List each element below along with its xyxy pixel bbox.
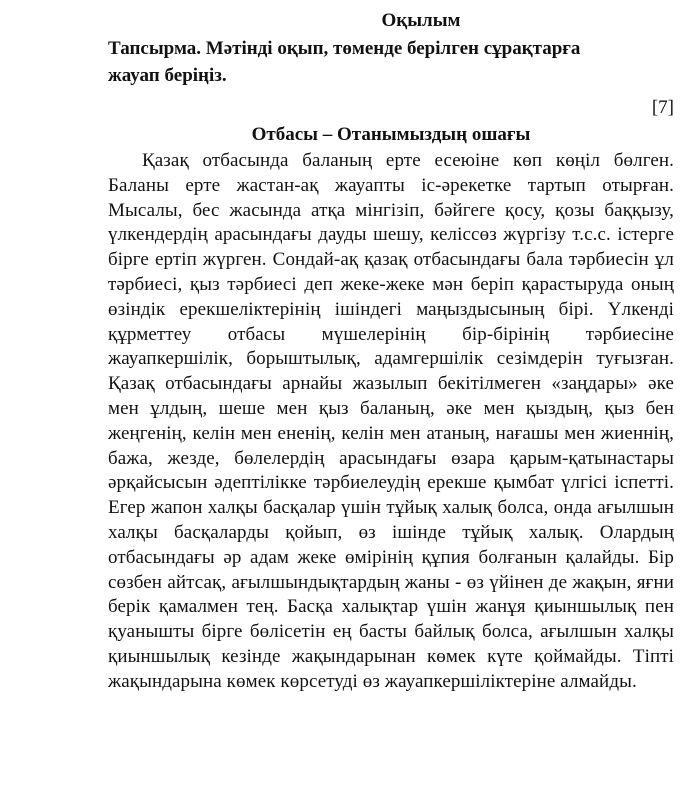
text-title: Отбасы – Отанымыздың ошағы	[251, 124, 531, 145]
section-title: Оқылым	[381, 10, 461, 31]
task-instruction: Тапсырма. Мәтінді оқып, төменде берілген сұрақтарға жауап беріңіз.	[108, 38, 581, 86]
body-paragraph: Қазақ отбасында баланың ерте есеюіне көп көңіл бөлген. Баланы ерте жастан-ақ жауапты іс-әрекетке тартып отырған. Мысалы, бес жасында атқа мінгізіп, бәйгеге қосу, қозы баққызу, үлкендердің арасындағы дауды шешу, келіссөз жүргізу т.с.с. істерге бірге ертіп жүрген. Сондай-ақ қазақ отбасындағы бала тәрбиесін ұл тәрбиесі, қыз тәрбиесі деп жеке-жеке мән беріп қарастыруда оның өзіндік ерекшеліктерінің ішіндегі маңыздысының бірі. Үлкенді құрметтеу отбасы мүшелерінің бір-бірінің тәрбиесіне жауапкершілік, борыштылық, адамгершілік сезімдерін туғызған. Қазақ отбасындағы арнайы жазылып бекітілмеген «заңдары» әке мен ұлдың, шеше мен қыз баланың, әке мен қыздың, қыз бен жеңгенің, келін мен ененің, келін мен атаның, нағашы мен жиеннің, бажа, жезде, бөлелердің арасындағы өзара қарым-қатынастары әрқайсысын әдептілікке тәрбиелеудің ерекше қымбат үлгісі іспетті. Егер жапон халқы басқалар үшін тұйық халық болса, онда ағылшын халқы басқаларды қойып, өз ішінде тұйық халық. Олардың отбасындағы әр адам жеке өмірінің құпия болғанын қалайды. Бір сөзбен айтсақ, ағылшындықтардың жаны - өз үйінен де жақын, яғни берік қамалмен тең. Басқа халықтар үшін жанұя қиыншылық пен қуанышты бірге бөлісетін ең басты байлық болса, ағылшын халқы қиыншылық кезінде жақындарынан көмек күте қоймайды. Тіпті жақындарына көмек көрсетуді өз жауапкершіліктеріне алмайды.	[108, 150, 674, 692]
marks-label: [7]	[651, 97, 674, 118]
